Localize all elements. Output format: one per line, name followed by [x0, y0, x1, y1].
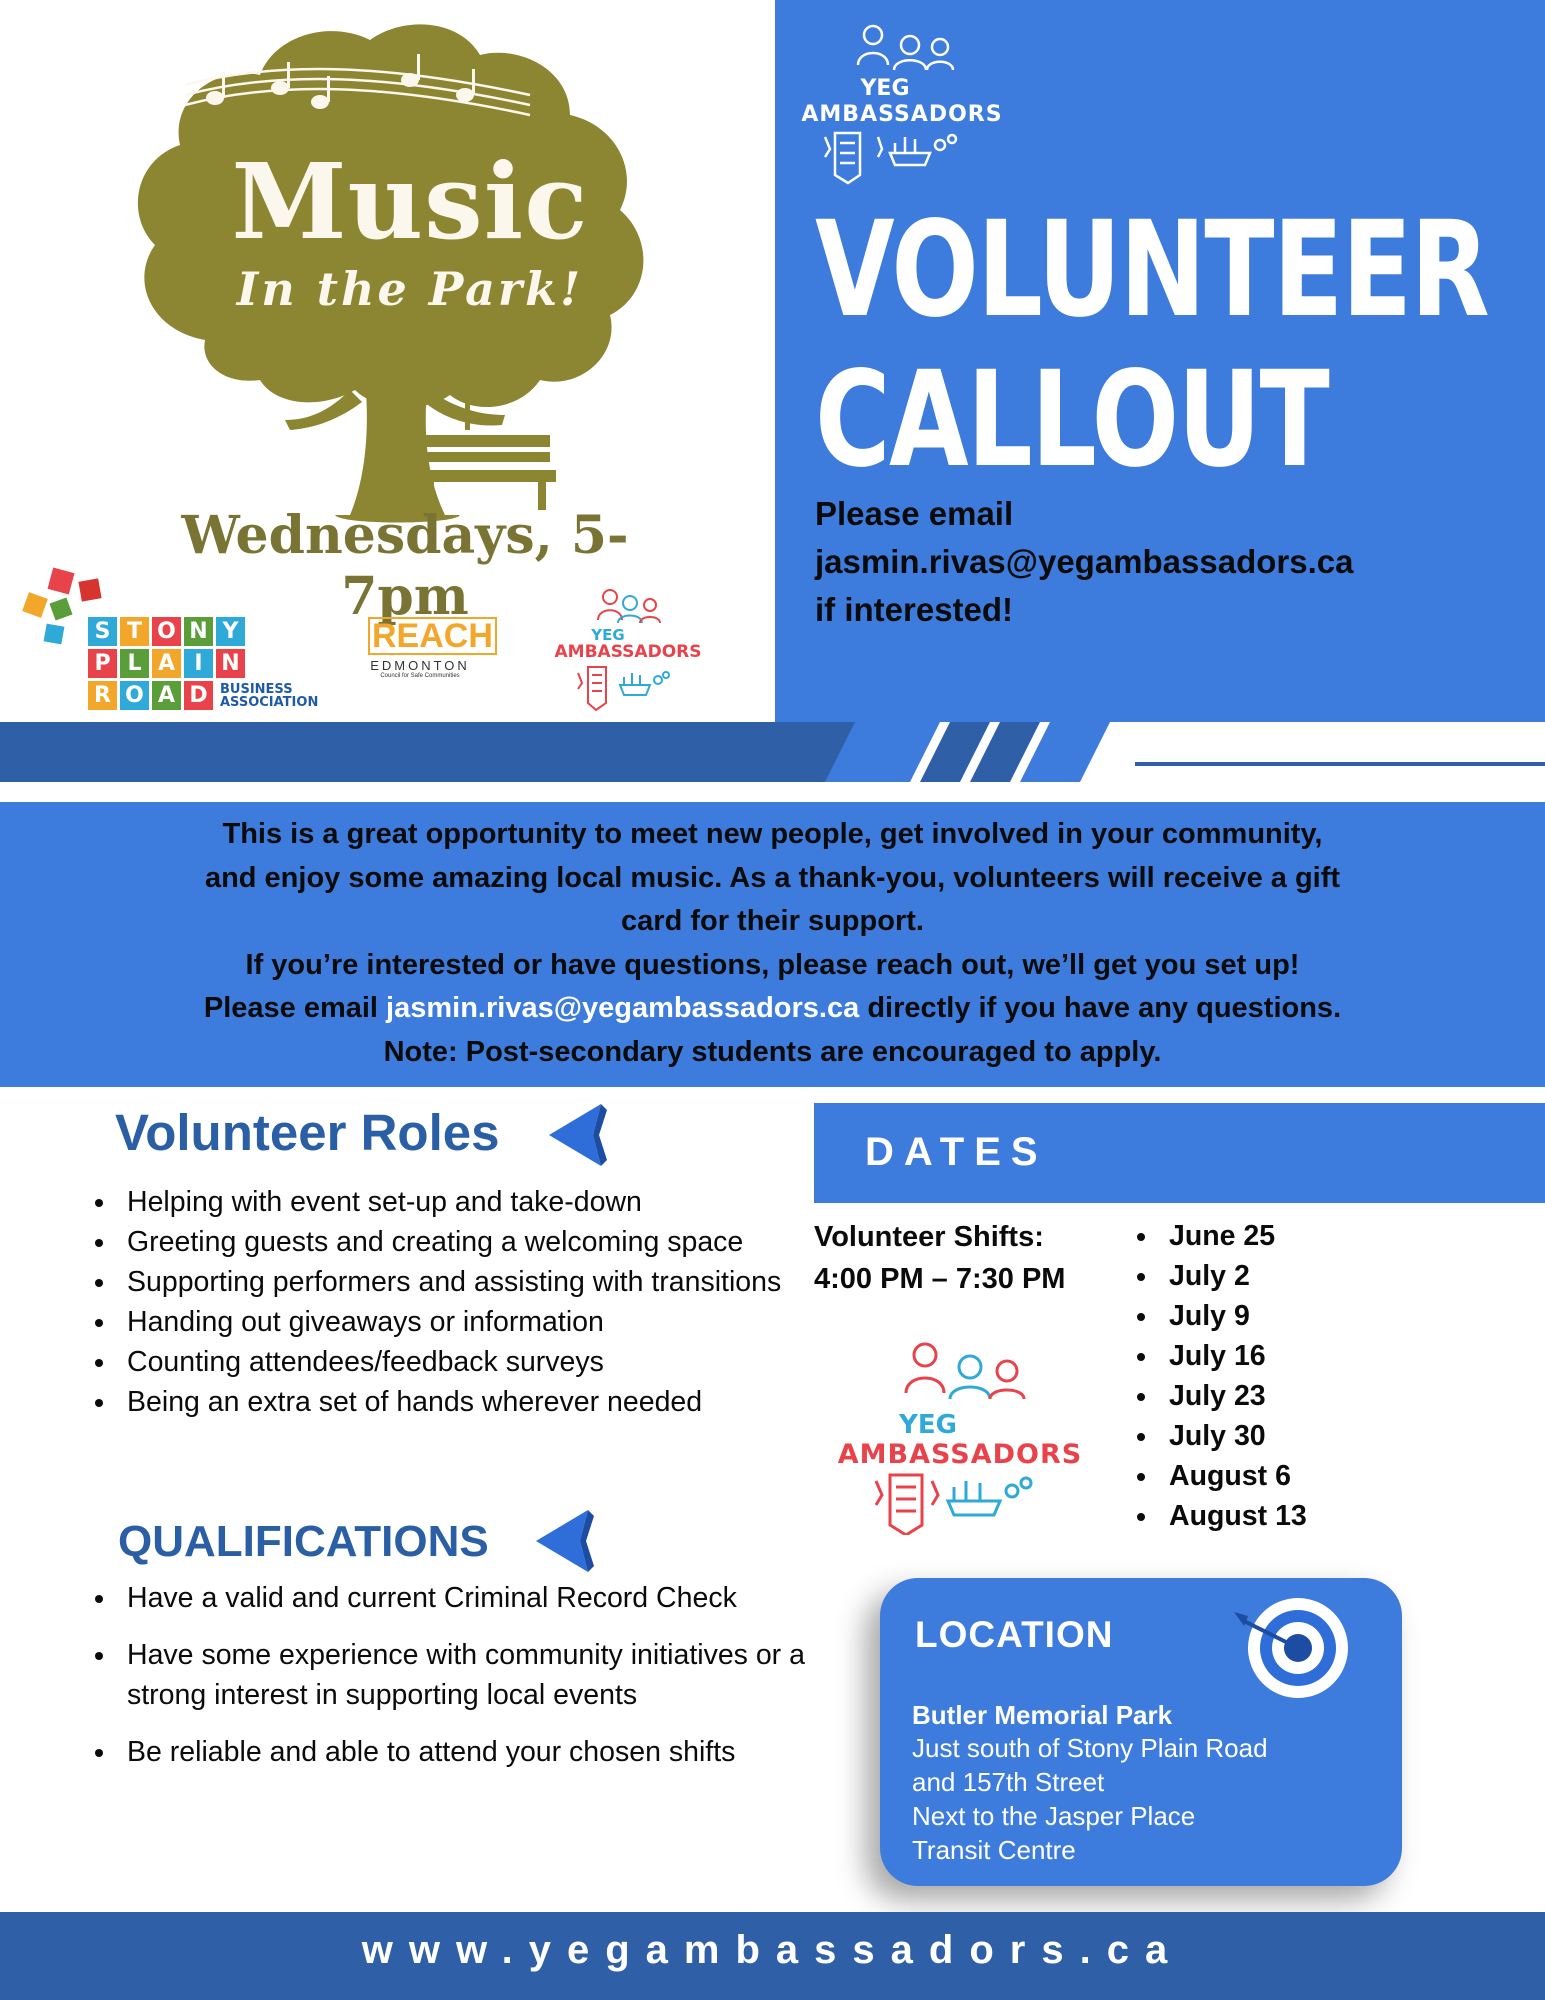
date-item: July 16 — [1137, 1336, 1307, 1376]
info-line: and enjoy some amazing local music. As a thank-you, volunteers will receive a gift — [204, 861, 1341, 894]
list-item: Handing out giveaways or information — [95, 1302, 795, 1342]
list-item: Have a valid and current Criminal Record Check — [95, 1578, 805, 1618]
info-email-suffix: directly if you have any questions. — [859, 992, 1342, 1024]
arrow-pointer-icon — [530, 1508, 600, 1574]
logo-tile: I — [184, 649, 213, 678]
list-item: Greeting guests and creating a welcoming space — [95, 1222, 795, 1262]
logo-tile: S — [88, 617, 117, 646]
qualifications-list — [95, 1578, 805, 1789]
date-item: August 13 — [1137, 1496, 1307, 1536]
date-item: July 30 — [1137, 1416, 1307, 1456]
logo-tile: D — [184, 681, 213, 710]
yeg-white-line2: AMBASSADORS — [801, 102, 1003, 127]
logo-tile: R — [88, 681, 117, 710]
list-item: Have some experience with community initiatives or a strong interest in supporting local events — [95, 1635, 805, 1715]
list-item: Supporting performers and assisting with transitions — [95, 1262, 795, 1302]
decorative-stripe-band — [0, 722, 1545, 782]
logo-tile: A — [152, 681, 181, 710]
logo-tile: L — [120, 649, 149, 678]
location-park-name: Butler Memorial Park — [912, 1700, 1173, 1730]
logo-tile: P — [88, 649, 117, 678]
logo-tile: N — [216, 649, 245, 678]
date-item: August 6 — [1137, 1456, 1307, 1496]
yeg-small-line1: YEG — [591, 626, 625, 644]
yeg-ambassadors-logo-color — [830, 1335, 1090, 1535]
poster-title: Music — [231, 140, 589, 263]
logo-tile: O — [120, 681, 149, 710]
location-address — [912, 1731, 1268, 1867]
email-suffix: if interested! — [815, 591, 1014, 628]
info-line: card for their support. — [621, 905, 924, 937]
dates-heading: DATES — [865, 1130, 1048, 1174]
poster-schedule: Wednesdays, 5-7pm — [181, 505, 629, 627]
reach-wordmark: REACH — [368, 617, 497, 655]
date-item: June 25 — [1137, 1216, 1307, 1256]
reach-edmonton-logo — [368, 617, 493, 679]
qualifications-heading: QUALIFICATIONS — [118, 1517, 489, 1566]
reach-city: EDMONTON — [370, 658, 470, 673]
volunteer-shifts — [814, 1216, 1065, 1300]
logo-tile: A — [152, 649, 181, 678]
poster-subtitle: In the Park! — [236, 262, 584, 316]
target-bullseye-icon — [1232, 1592, 1357, 1702]
stony-plain-road-association-label — [220, 683, 318, 709]
logo-tile: N — [184, 617, 213, 646]
logo-tile: Y — [216, 617, 245, 646]
info-line: If you’re interested or have questions, please reach out, we’ll get you set up! — [245, 948, 1300, 981]
logo-tile: O — [152, 617, 181, 646]
yeg-color-line2: AMBASSADORS — [837, 1439, 1083, 1470]
list-item: Be reliable and able to attend your chosen shifts — [95, 1732, 805, 1772]
contact-email-block — [815, 490, 1353, 634]
reach-tagline: Council for Safe Communities — [380, 673, 460, 679]
info-email-prefix: Please email — [203, 992, 387, 1024]
date-item: July 9 — [1137, 1296, 1307, 1336]
callout-title — [815, 195, 1488, 495]
dates-list — [1137, 1216, 1307, 1536]
website-link[interactable]: www.yegambassadors.ca — [361, 1928, 1184, 1972]
address-line: Transit Centre — [912, 1835, 1076, 1865]
address-line: Just south of Stony Plain Road — [912, 1733, 1268, 1763]
info-line: This is a great opportunity to meet new people, get involved in your community, — [222, 818, 1323, 850]
yeg-color-line1: YEG — [899, 1410, 957, 1440]
yeg-small-line2: AMBASSADORS — [554, 642, 702, 662]
arrow-pointer-icon — [543, 1102, 613, 1168]
logo-tile: T — [120, 617, 149, 646]
shifts-label: Volunteer Shifts: — [814, 1221, 1044, 1253]
assoc-line-1: BUSINESS — [220, 682, 293, 697]
callout-title-line1: VOLUNTEER — [815, 193, 1489, 347]
info-line: Note: Post-secondary students are encouraged to apply. — [383, 1035, 1162, 1068]
callout-title-line2: CALLOUT — [815, 343, 1329, 497]
volunteer-roles-list — [95, 1182, 795, 1422]
yeg-white-line1: YEG — [860, 76, 910, 101]
email-prefix: Please email — [815, 495, 1014, 532]
assoc-line-2: ASSOCIATION — [220, 695, 319, 710]
address-line: Next to the Jasper Place — [912, 1801, 1196, 1831]
address-line: and 157th Street — [912, 1767, 1105, 1797]
location-heading: LOCATION — [915, 1614, 1114, 1655]
list-item: Being an extra set of hands wherever needed — [95, 1382, 795, 1422]
info-email-link[interactable]: jasmin.rivas@yegambassadors.ca — [386, 992, 860, 1024]
list-item: Counting attendees/feedback surveys — [95, 1342, 795, 1382]
yeg-ambassadors-logo-small — [548, 585, 708, 715]
yeg-ambassadors-logo-white — [790, 15, 1015, 185]
date-item: July 2 — [1137, 1256, 1307, 1296]
volunteer-roles-heading: Volunteer Roles — [115, 1104, 500, 1161]
date-item: July 23 — [1137, 1376, 1307, 1416]
list-item: Helping with event set-up and take-down — [95, 1182, 795, 1222]
contact-email-link[interactable]: jasmin.rivas@yegambassadors.ca — [815, 543, 1354, 580]
info-email-line — [0, 987, 1545, 1031]
shifts-time: 4:00 PM – 7:30 PM — [814, 1263, 1066, 1295]
info-panel — [0, 802, 1545, 1087]
